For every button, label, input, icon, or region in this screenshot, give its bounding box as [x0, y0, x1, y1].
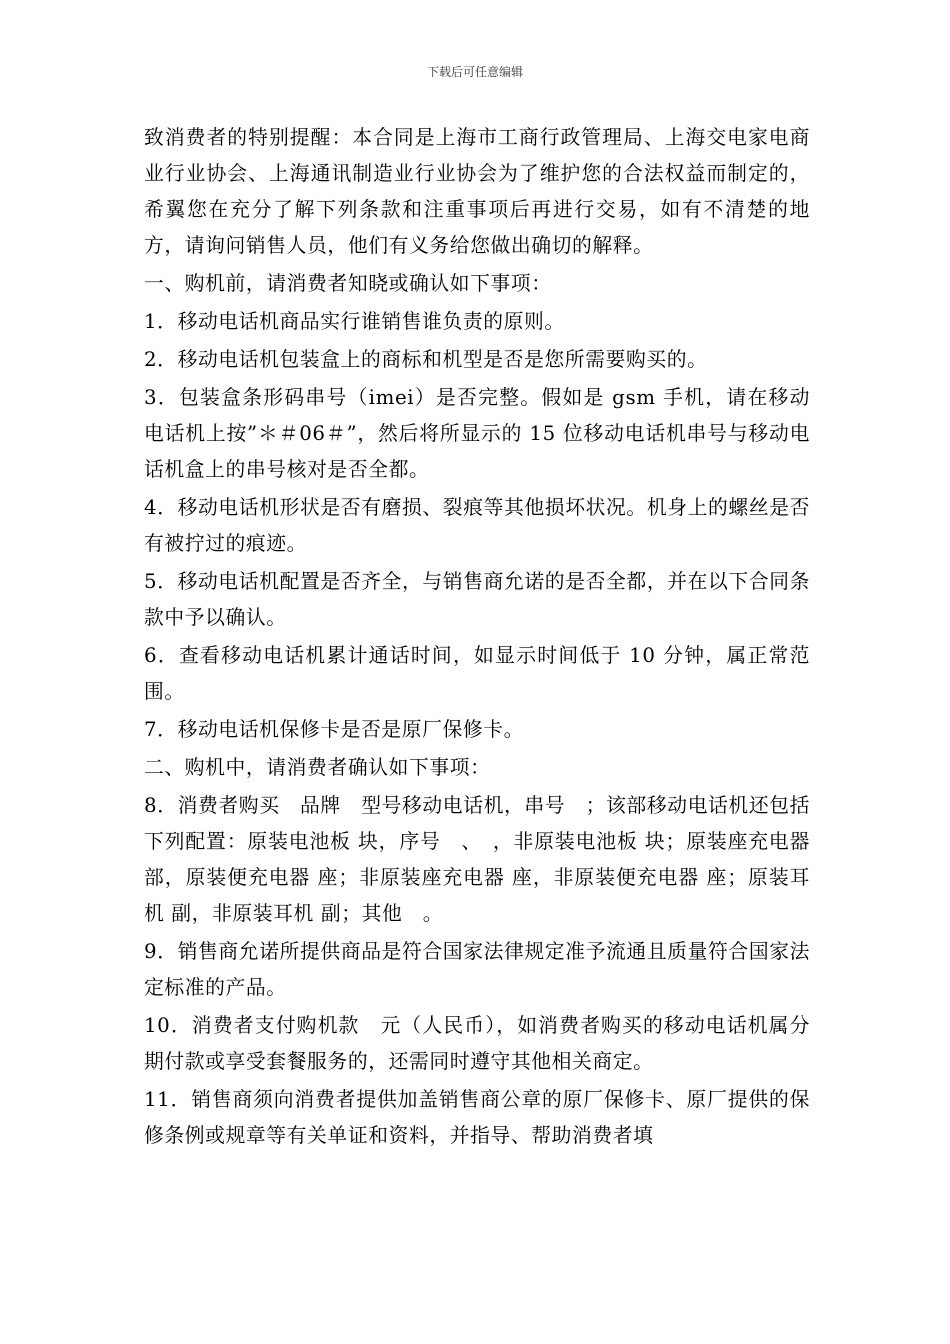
page-header: 下载后可任意编辑: [426, 65, 523, 79]
clause-4: 4．移动电话机形状是否有磨损、裂痕等其他损坏状况。机身上的螺丝是否有被拧过的痕迹。: [144, 496, 810, 555]
clause-6: 6．查看移动电话机累计通话时间，如显示时间低于 10 分钟，属正常范围。: [144, 644, 810, 703]
clause-10: 10．消费者支付购机款 元（人民币），如消费者购买的移动电话机属分期付款或享受套餐服务的，还需同时遵守其他相关商定。: [144, 1014, 810, 1073]
clause-1: 1．移动电话机商品实行谁销售谁负责的原则。: [144, 310, 565, 333]
clause-9: 9．销售商允诺所提供商品是符合国家法律规定准予流通且质量符合国家法定标准的产品。: [144, 940, 810, 999]
clause-2: 2．移动电话机包装盒上的商标和机型是否是您所需要购买的。: [144, 348, 708, 371]
document-body: [144, 120, 810, 1156]
clause-11: 11．销售商须向消费者提供加盖销售商公章的原厂保修卡、原厂提供的保修条例或规章等有关单证和资料，并指导、帮助消费者填: [144, 1088, 810, 1147]
clause-3: 3．包装盒条形码串号（imei）是否完整。假如是 gsm 手机，请在移动电话机上按”＊＃06＃”，然后将所显示的 15 位移动电话机串号与移动电话机盒上的串号核对是否全都。: [144, 386, 810, 481]
clause-5: 5．移动电话机配置是否齐全，与销售商允诺的是否全都，并在以下合同条款中予以确认。: [144, 570, 810, 629]
section-heading-during-purchase: 二、购机中，请消费者确认如下事项：: [144, 756, 491, 779]
clause-7: 7．移动电话机保修卡是否是原厂保修卡。: [144, 718, 525, 741]
clause-8: 8．消费者购买 品牌 型号移动电话机，串号 ；该部移动电话机还包括下列配置：原装电池板 块，序号 、 ，非原装电池板 块；原装座充电器 部，原装便充电器 座；非原装座充电器 座，非原装便充电器 座；原装耳机 副，非原装耳机 副；其他 。: [144, 794, 810, 925]
section-heading-before-purchase: 一、购机前，请消费者知晓或确认如下事项：: [144, 272, 552, 295]
intro-paragraph: 致消费者的特别提醒：本合同是上海市工商行政管理局、上海交电家电商业行业协会、上海通讯制造业行业协会为了维护您的合法权益而制定的，希翼您在充分了解下列条款和注重事项后再进行交易，如有不清楚的地方，请询问销售人员，他们有义务给您做出确切的解释。: [144, 126, 810, 257]
